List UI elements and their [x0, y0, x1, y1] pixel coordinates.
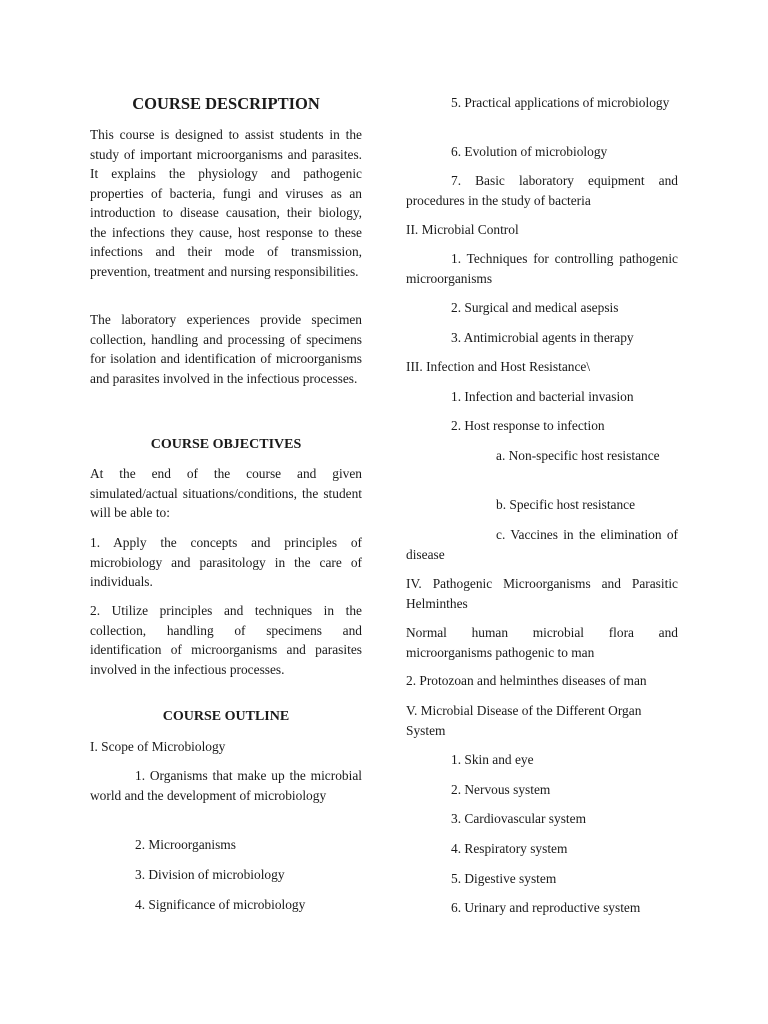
- course-outline-heading: COURSE OUTLINE: [162, 709, 290, 724]
- outline-item: 3. Antimicrobial agents in therapy: [451, 330, 634, 345]
- outline-item: Normal human microbial flora and microorganisms pathogenic to man: [406, 625, 678, 660]
- outline-item: 2. Microorganisms: [135, 837, 236, 852]
- outline-item: 6. Urinary and reproductive system: [451, 900, 641, 915]
- outline-section-2: II. Microbial Control: [406, 222, 519, 237]
- outline-section-3: III. Infection and Host Resistance\: [406, 359, 591, 374]
- outline-item: 5. Digestive system: [451, 871, 557, 886]
- outline-item: 7. Basic laboratory equipment and procedures in the study of bacteria: [406, 173, 678, 208]
- description-paragraph-1: This course is designed to assist students in the study of important microorganisms and parasites. It explains the physiology and pathogenic properties of bacteria, fungi and viruses as an introduction to disease causation, their biology, the infections they cause, host response to these infections and their mode of transmission, prevention, treatment and nursing responsibilities.: [90, 127, 362, 279]
- outline-subitem: b. Specific host resistance: [496, 497, 636, 512]
- course-objectives-heading: COURSE OBJECTIVES: [150, 437, 302, 452]
- outline-item: 1. Techniques for controlling pathogenic microorganisms: [406, 251, 678, 286]
- course-description-heading: COURSE DESCRIPTION: [132, 94, 320, 113]
- outline-item: 4. Respiratory system: [451, 841, 568, 856]
- outline-item: 3. Division of microbiology: [135, 867, 285, 882]
- objectives-intro: At the end of the course and given simulated/actual situations/conditions, the student will be able to:: [90, 466, 362, 520]
- objective-1: 1. Apply the concepts and principles of microbiology and parasitology in the care of individuals.: [90, 535, 362, 589]
- outline-section-5: V. Microbial Disease of the Different Organ System: [406, 703, 642, 738]
- outline-item: 1. Skin and eye: [451, 752, 534, 767]
- outline-item: 1. Infection and bacterial invasion: [451, 389, 634, 404]
- outline-item: 2. Host response to infection: [451, 418, 605, 433]
- objective-2: 2. Utilize principles and techniques in the collection, handling of specimens and identification of microorganisms and parasites involved in the infectious processes.: [90, 603, 362, 677]
- outline-subitem: c. Vaccines in the elimination of disease: [406, 527, 678, 562]
- outline-section-1: I. Scope of Microbiology: [90, 739, 226, 754]
- outline-item: 4. Significance of microbiology: [135, 897, 306, 912]
- outline-item: 2. Protozoan and helminthes diseases of man: [406, 673, 647, 688]
- description-paragraph-2: The laboratory experiences provide specimen collection, handling and processing of specimens for isolation and identification of microorganisms and parasites involved in the infectious processes.: [90, 312, 362, 386]
- outline-item: 3. Cardiovascular system: [451, 811, 586, 826]
- outline-item: 2. Nervous system: [451, 782, 551, 797]
- outline-item: 1. Organisms that make up the microbial world and the development of microbiology: [90, 768, 362, 803]
- outline-item: 6. Evolution of microbiology: [451, 144, 608, 159]
- outline-item: 2. Surgical and medical asepsis: [451, 300, 619, 315]
- outline-section-4: IV. Pathogenic Microorganisms and Parasitic Helminthes: [406, 576, 678, 611]
- outline-subitem: a. Non-specific host resistance: [496, 448, 660, 463]
- outline-item: 5. Practical applications of microbiology: [451, 95, 670, 110]
